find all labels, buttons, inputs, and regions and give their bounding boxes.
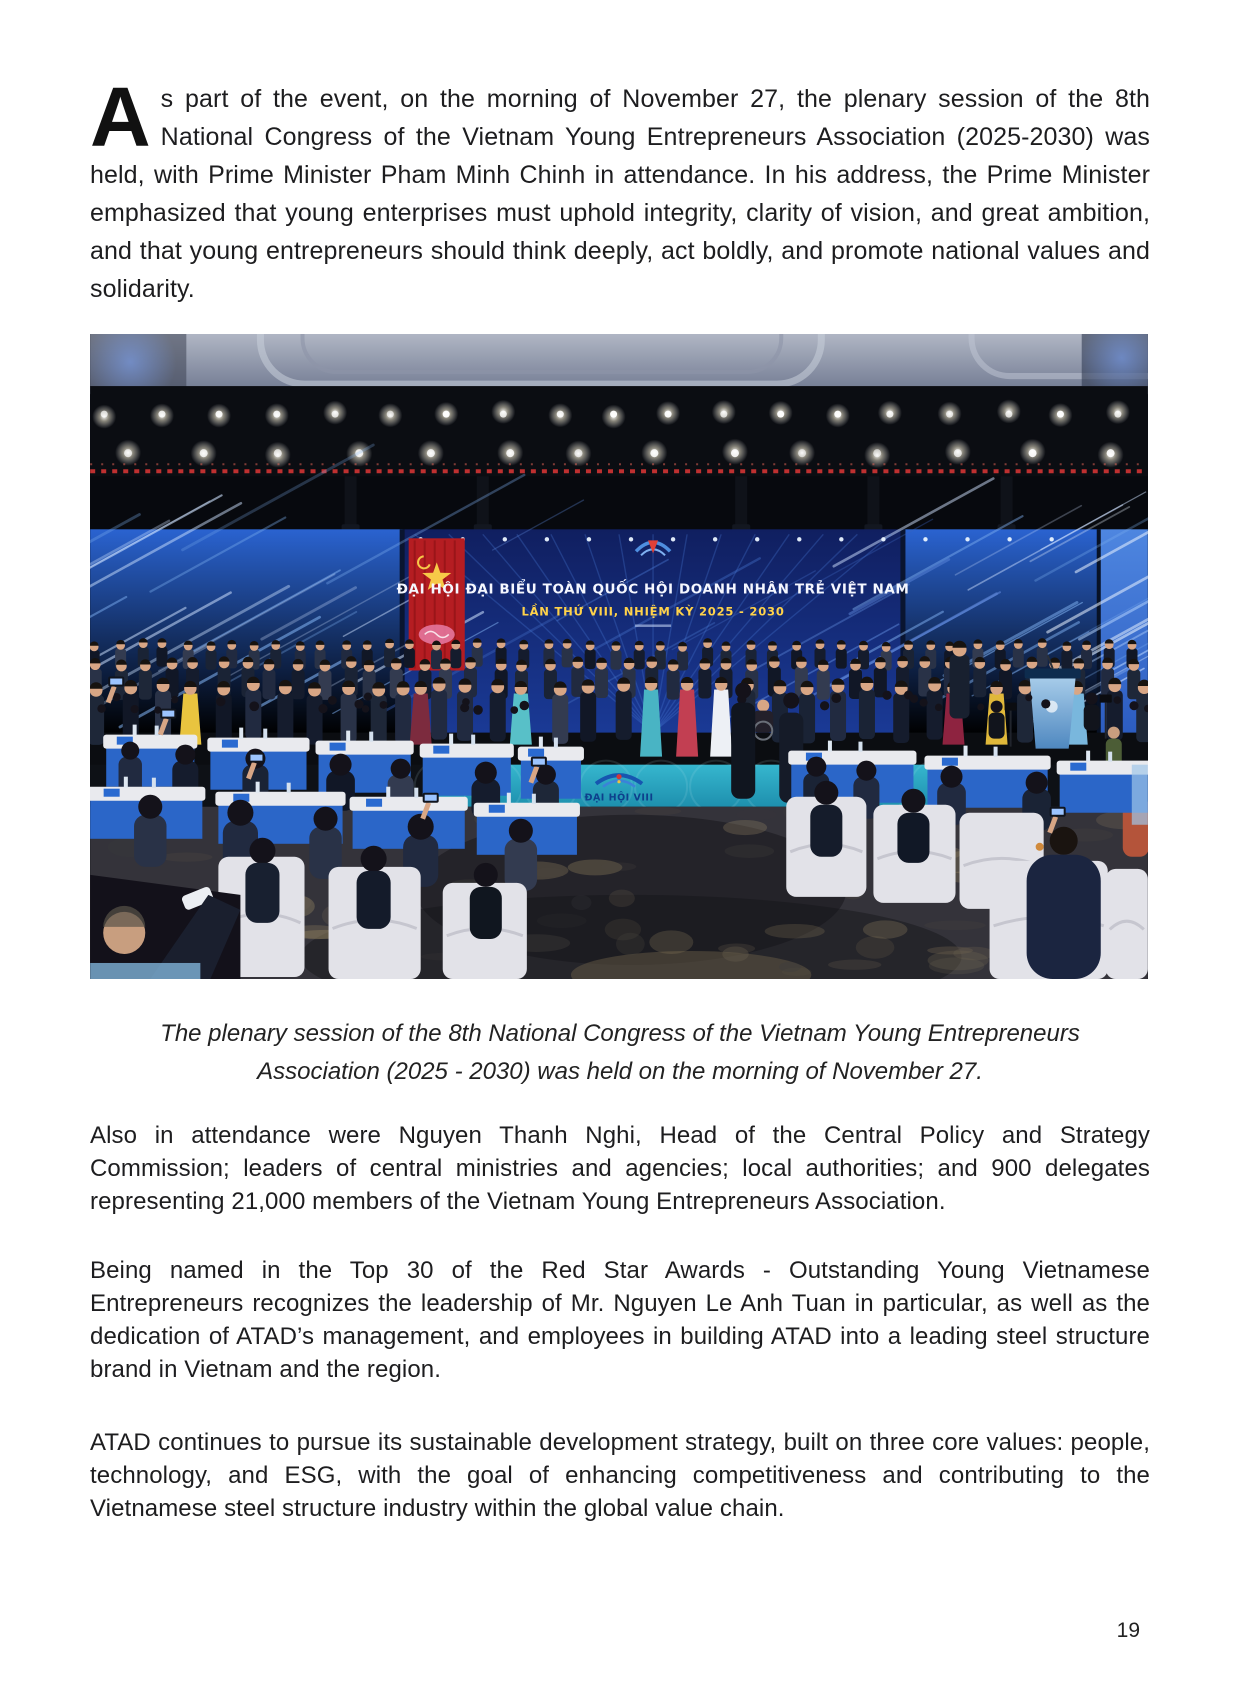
paragraph-2: Also in attendance were Nguyen Thanh Nghi, Head of the Central Policy and Strategy Commission; leaders of central ministries and agencies; local authorities; and 900 delegates representing 21,000 members of the Vietnam Young Entrepreneurs Association. (90, 1122, 1150, 1215)
lighting-truss (90, 386, 1148, 478)
banner-small-line (635, 624, 671, 627)
article-content (90, 70, 1150, 1525)
paragraph-3: Being named in the Top 30 of the Red Star Awards - Outstanding Young Vietnamese Entrepreneurs recognizes the leadership of Mr. Nguyen Le Anh Tuan in particular, as well as the dedication of ATAD’s management, and employees in building ATAD into a leading steel structure brand in Vietnam and the region. (90, 1257, 1150, 1383)
stage-banner-subtitle: LẦN THỨ VIII, NHIỆM KỲ 2025 - 2030 (521, 604, 785, 619)
page-number: 19 (1116, 1619, 1140, 1642)
event-photo (90, 334, 1148, 979)
paragraph-1-text: s part of the event, on the morning of November 27, the plenary session of the 8th National Congress of the Vietnam Young Entrepreneurs Association (2025-2030) was held, with Prime Minister Pham Minh Chinh in attendance. In his address, the Prime Minister emphasized that young enterprises must uphold integrity, clarity of vision, and great ambition, and that young entrepreneurs should think deeply, act boldly, and promote national values and solidarity. (90, 85, 1150, 303)
photo-caption: The plenary session of the 8th National Congress of the Vietnam Young Entrepreneurs Association (2025 - 2030) was held on the morning of November 27. (160, 1020, 1080, 1085)
paragraph-4: ATAD continues to pursue its sustainable development strategy, built on three core values: people, technology, and ESG, with the goal of enhancing competitiveness and contributing to the Vietnamese steel structure industry within the global value chain. (90, 1429, 1150, 1522)
stage-front-label: ĐẠI HỘI VIII (584, 792, 654, 804)
drop-cap: A (90, 70, 149, 164)
stage-banner-title: ĐẠI HỘI ĐẠI BIỂU TOÀN QUỐC HỘI DOANH NHÂN TRẺ VIỆT NAM (396, 581, 910, 598)
paragraph-1 (90, 70, 1150, 308)
event-photo-illustration (90, 334, 1148, 979)
